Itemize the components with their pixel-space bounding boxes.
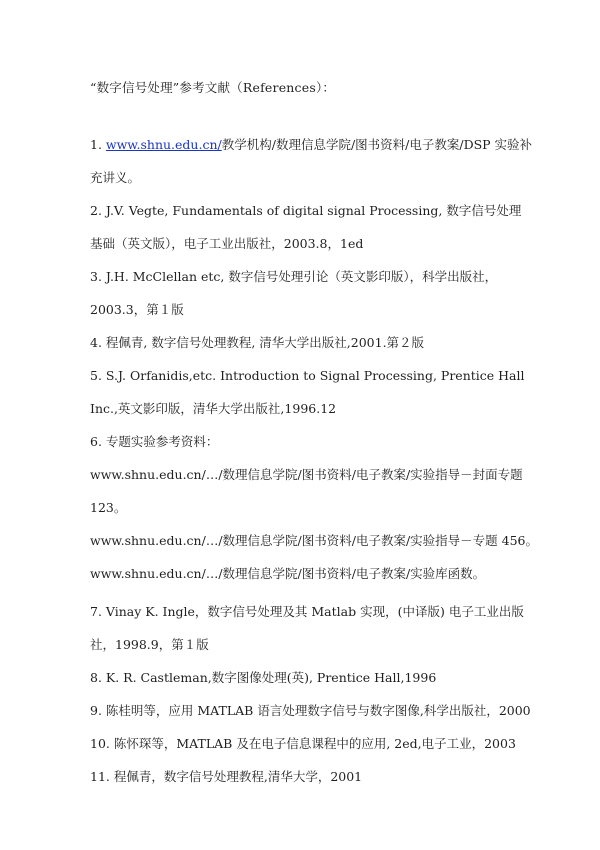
reference-number: 1.	[90, 137, 106, 152]
reference-6-item-3: www.shnu.edu.cn/…/数理信息学院/图书资料/电子教案/实验库函数。	[90, 566, 486, 581]
reference-2-continued: 基础（英文版），电子工业出版社，2003.8，1ed	[90, 236, 364, 251]
reference-10: 10. 陈怀琛等，MATLAB 及在电子信息课程中的应用, 2ed,电子工业，2003	[90, 736, 516, 751]
reference-4: 4. 程佩青, 数字信号处理教程, 清华大学出版社,2001.第２版	[90, 335, 425, 350]
reference-1-text: 教学机构/数理信息学院/图书资料/电子教案/DSP 实验补	[221, 137, 533, 152]
reference-1-link[interactable]: www.shnu.edu.cn/	[105, 137, 222, 152]
reference-list	[90, 136, 538, 801]
reference-6-item-1: www.shnu.edu.cn/…/数理信息学院/图书资料/电子教案/实验指导－封面专题	[90, 467, 523, 482]
reference-8: 8. K. R. Castleman,数字图像处理(英), Prentice Hall,1996	[90, 670, 437, 685]
reference-5-continued: Inc.,英文影印版，清华大学出版社,1996.12	[90, 401, 337, 416]
reference-6-item-1-continued: 123。	[90, 500, 127, 515]
page-title: “数字信号处理”参考文献（References）：	[90, 80, 336, 95]
reference-6-item-2: www.shnu.edu.cn/…/数理信息学院/图书资料/电子教案/实验指导－专题 456。	[90, 533, 538, 548]
reference-7-continued: 社，1998.9，第１版	[90, 637, 209, 652]
reference-1-continued: 充讲义。	[90, 170, 141, 185]
reference-2: 2. J.V. Vegte, Fundamentals of digital signal Processing, 数字信号处理	[90, 203, 522, 218]
reference-5: 5. S.J. Orfanidis,etc. Introduction to Signal Processing, Prentice Hall	[90, 368, 525, 383]
reference-1	[90, 136, 533, 154]
reference-6: 6. 专题实验参考资料：	[90, 434, 219, 449]
reference-7: 7. Vinay K. Ingle，数字信号处理及其 Matlab 实现，(中译版) 电子工业出版	[90, 604, 524, 619]
reference-9: 9. 陈桂明等，应用 MATLAB 语言处理数字信号与数字图像,科学出版社，2000	[90, 703, 531, 718]
reference-3: 3. J.H. McClellan etc, 数字信号处理引论（英文影印版），科学出版社，	[90, 269, 498, 284]
reference-11: 11. 程佩青，数字信号处理教程,清华大学，2001	[90, 769, 363, 784]
reference-3-continued: 2003.3，第１版	[90, 302, 184, 317]
